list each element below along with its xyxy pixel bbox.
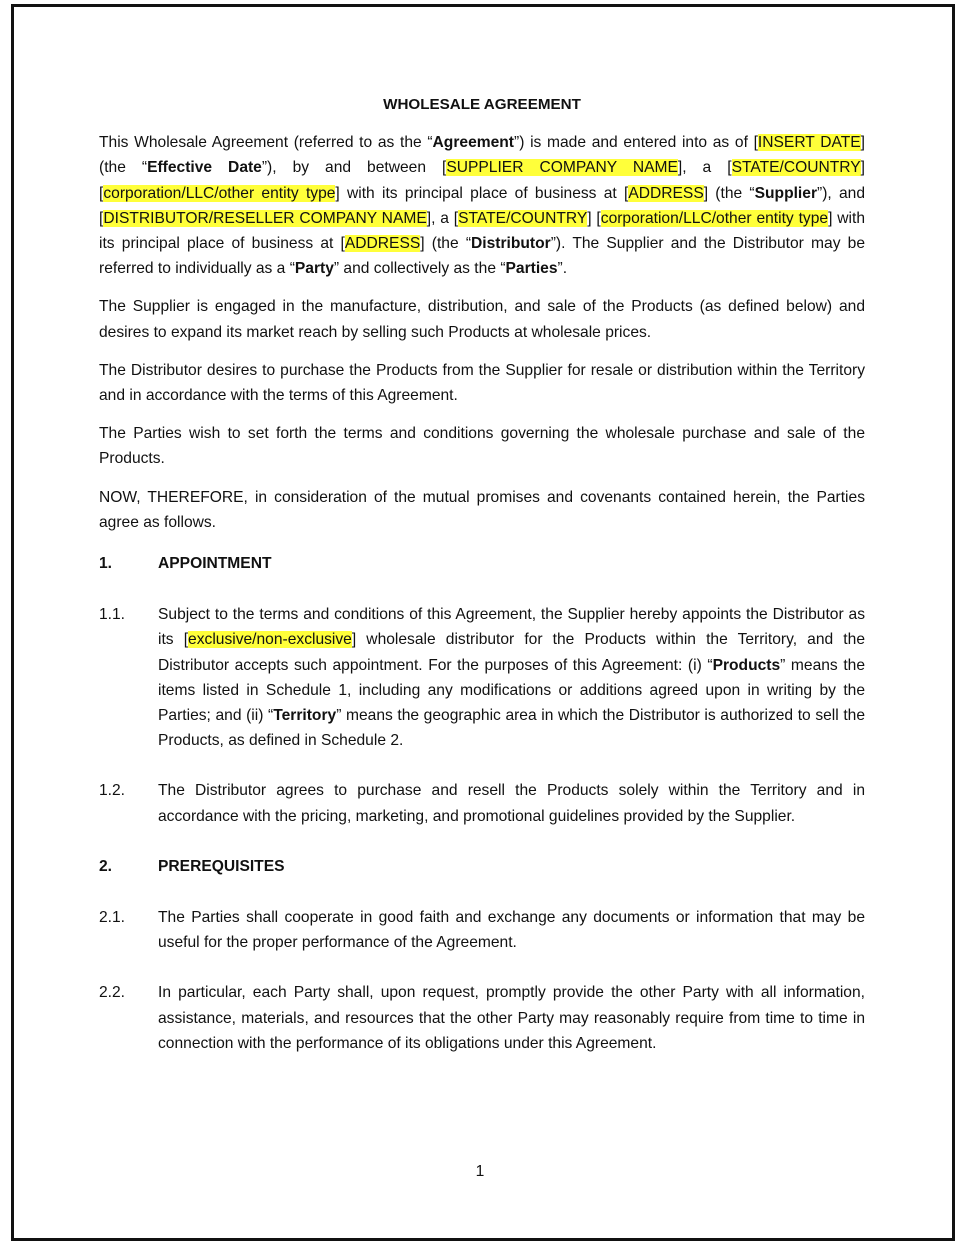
section-title: APPOINTMENT	[158, 555, 272, 573]
section-number: 1.	[99, 555, 113, 573]
document-title: WHOLESALE AGREEMENT	[383, 96, 581, 113]
text: ”), and [	[99, 184, 866, 227]
recital-paragraph: The Distributor desires to purchase the Products from the Supplier for resale or distribution within the Territory and in accordance with the terms of this Agreement.	[99, 361, 865, 405]
placeholder-highlight: SUPPLIER COMPANY NAME	[446, 159, 678, 177]
defined-term: Effective Date	[147, 159, 262, 177]
text: This Wholesale Agreement (referred to as the “	[99, 134, 433, 152]
clause-1-2	[99, 778, 865, 828]
document-body	[99, 92, 865, 1081]
text: ”) is made and entered into as of [	[514, 134, 758, 152]
defined-term: Agreement	[432, 134, 515, 152]
section-number: 2.	[99, 857, 113, 875]
clause-number: 2.1.	[99, 909, 126, 927]
clause-number: 1.1.	[99, 606, 126, 624]
text: ] with its principal place of business at [	[335, 184, 629, 202]
text: ” means the items listed in Schedule 1, including any modifications or additions agreed upon in writing by the Parties; and (ii) “	[158, 656, 865, 725]
text: Subject to the terms and conditions of this Agreement, the Supplier hereby appoints the Distributor as its [	[158, 606, 865, 649]
intro-paragraph	[99, 130, 865, 281]
clause-text: In particular, each Party shall, upon request, promptly provide the other Party with all information, assistance, materials, and resources that the other Party may reasonably require from time to time in connection with the performance of its obligations under this Agreement.	[158, 984, 865, 1052]
text: ] (the “	[99, 134, 865, 177]
section-title: PREREQUISITES	[158, 857, 285, 875]
section-heading-appointment	[99, 551, 865, 576]
placeholder-highlight: STATE/COUNTRY	[458, 209, 588, 227]
defined-term: Party	[294, 260, 334, 278]
text: ” means the geographic area in which the Distributor is authorized to sell the Products, as defined in Schedule 2.	[158, 707, 865, 750]
text: ], a [	[677, 159, 732, 177]
text: ], a [	[426, 209, 459, 227]
placeholder-highlight: STATE/COUNTRY	[731, 159, 861, 177]
clause-text: The Parties shall cooperate in good faith and exchange any documents or information that may be useful for the proper performance of the Agreement.	[158, 909, 865, 952]
defined-term: Parties	[505, 260, 558, 278]
placeholder-highlight: corporation/LLC/other entity type	[600, 209, 829, 227]
defined-term: Territory	[273, 707, 337, 725]
recital-paragraph: The Supplier is engaged in the manufacture, distribution, and sale of the Products (as defined below) and desires to expand its market reach by selling such Products at wholesale prices.	[99, 298, 865, 341]
placeholder-highlight: corporation/LLC/other entity type	[103, 184, 336, 202]
text: ] (the “	[703, 184, 755, 202]
placeholder-highlight: exclusive/non-exclusive	[188, 631, 352, 649]
recital-paragraph: The Parties wish to set forth the terms and conditions governing the wholesale purchase and sale of the Products.	[99, 425, 865, 468]
text: ] (the “	[420, 235, 472, 253]
clause-number: 2.2.	[99, 984, 126, 1002]
defined-term: Products	[712, 656, 781, 674]
text: ] wholesale distributor for the Products within the Territory, and the Distributor accepts such appointment. For the purposes of this Agreement: (i) “	[158, 631, 865, 674]
text: ”). The Supplier and the Distributor may be referred to individually as a “	[99, 235, 866, 278]
placeholder-highlight: INSERT DATE	[757, 134, 861, 152]
page-number: 1	[475, 1163, 485, 1180]
text: ] [	[99, 159, 865, 202]
placeholder-highlight: ADDRESS	[344, 235, 421, 253]
clause-number: 1.2.	[99, 782, 126, 800]
clause-text: The Distributor agrees to purchase and resell the Products solely within the Territory and in accordance with the pricing, marketing, and promotional guidelines provided by the Supplier.	[158, 782, 865, 825]
text: ”), by and between [	[261, 159, 447, 177]
section-heading-prerequisites	[99, 854, 865, 879]
recital-paragraph: NOW, THEREFORE, in consideration of the mutual promises and covenants contained herein, the Parties agree as follows.	[99, 488, 865, 531]
clause-2-1	[99, 905, 865, 955]
placeholder-highlight: DISTRIBUTOR/RESELLER COMPANY NAME	[103, 209, 427, 227]
clause-text	[158, 602, 865, 753]
clause-1-1	[99, 602, 865, 753]
defined-term: Supplier	[754, 184, 818, 202]
text: ” and collectively as the “	[333, 260, 506, 278]
clause-2-2	[99, 980, 865, 1056]
placeholder-highlight: ADDRESS	[628, 184, 704, 202]
text: ] [	[587, 209, 601, 227]
text: ”.	[557, 260, 568, 278]
text: ] with its principal place of business at [	[99, 209, 865, 253]
defined-term: Distributor	[471, 235, 551, 253]
